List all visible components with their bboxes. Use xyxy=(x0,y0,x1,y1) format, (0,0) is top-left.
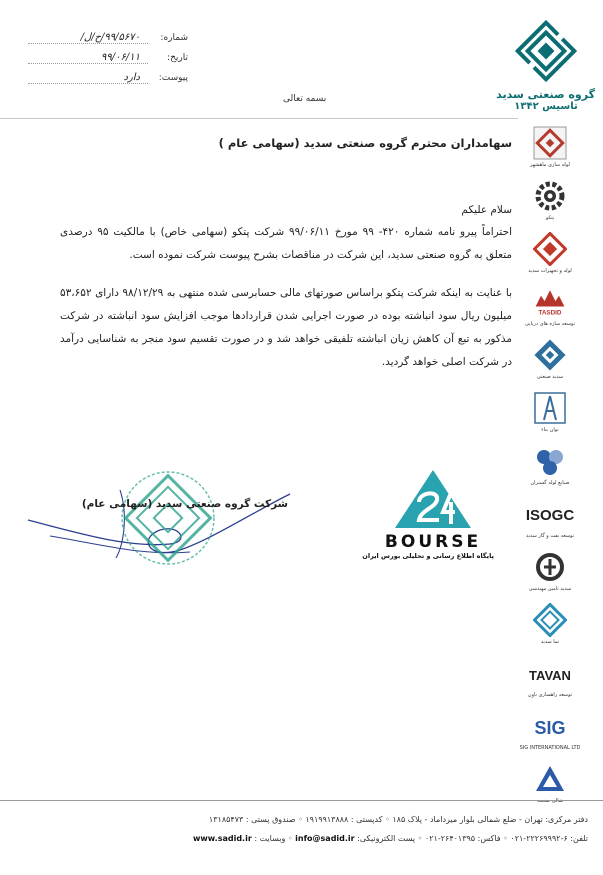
bourse-watermark xyxy=(362,468,494,560)
tower-logo-icon xyxy=(532,390,568,426)
footer-address: دفتر مرکزی: تهران - ضلع شمالی بلوار میرداماد - پلاک ۱۸۵ ◦ کدپستی : ۱۹۱۹۹۱۳۸۸۸ ◦ صندوق پستی : ۱۳۱۸۵۴۷۳ xyxy=(208,815,588,824)
triangle-logo-icon xyxy=(532,761,568,797)
subsidiary-item xyxy=(520,756,580,809)
diamond-logo-icon xyxy=(532,337,568,373)
subsidiary-item xyxy=(520,650,580,703)
square-logo-icon xyxy=(532,602,568,638)
subsidiary-name: لوله سازی ماهشهر xyxy=(530,161,570,168)
footer-website-label: ◦ وبسایت : xyxy=(254,834,293,843)
subsidiary-item xyxy=(520,385,580,438)
subsidiary-name xyxy=(537,798,563,805)
paragraph-2: با عنایت به اینکه شرکت پتکو براساس صورتهای مالی حسابرسی شده منتهی به ۹۸/۱۲/۲۹ دارای ۵۳،۶۵۲ میلیون ریال سود انباشته بوده در صورت اجرایی شدن قراردادها موجب افزایش سود انباشته در شرکت مذکور به تبع آن کاهش زیان انباشته تلفیقی خواهد شد و در صورت تقسیم سود منجر به شناسایی درآمد در شرکت اصلی خواهد گردید. xyxy=(60,287,512,368)
gear-logo-icon xyxy=(532,178,568,214)
svg-text:TASDID: TASDID xyxy=(538,309,562,317)
subsidiary-item xyxy=(520,544,580,597)
subsidiary-name: لوله و تجهیزات سدید xyxy=(528,267,572,274)
subsidiary-item xyxy=(520,438,580,491)
subsidiary-name: سدید تامین مهندسی xyxy=(528,585,572,592)
company-stamp xyxy=(118,468,218,568)
company-brand xyxy=(497,20,595,112)
subsidiary-item xyxy=(520,597,580,650)
subsidiaries-sidebar xyxy=(520,120,580,809)
letter-meta xyxy=(28,32,188,92)
diamond-logo-icon xyxy=(532,125,568,161)
subsidiary-name: پتکو xyxy=(545,214,555,221)
footer-phone: تلفن: ۶-۲۲۲۶۹۹۹۲-۰۲۱ ◦ فاکس: ۲۶۴۰۱۳۹۵-۰۲۱ ◦ پست الکترونیکی: xyxy=(357,834,588,843)
date-row xyxy=(28,52,188,72)
letter-body xyxy=(60,130,512,374)
bourse-subtitle: پایگاه اطلاع رسانی و تحلیلی بورس ایران xyxy=(362,552,494,560)
bourse-logo-icon xyxy=(393,468,473,530)
bourse-wordmark: BOURSE xyxy=(384,532,482,552)
subsidiary-item xyxy=(520,173,580,226)
subsidiary-name: صنایع لوله گستران xyxy=(530,479,570,486)
subsidiary-name: SIG INTERNATIONAL LTD xyxy=(519,744,581,751)
attachment-label: پیوست: xyxy=(158,73,188,83)
subsidiary-name: توسعه نفت و گاز سدید xyxy=(525,532,574,539)
subsidiary-item xyxy=(520,703,580,756)
subsidiary-item xyxy=(520,491,580,544)
subsidiary-item xyxy=(520,332,580,385)
header-divider xyxy=(0,118,518,119)
footer-contact xyxy=(10,829,588,848)
number-value: ۹۹/۵۶۷۰/ح/ل/ xyxy=(28,32,148,44)
tasdid-logo-icon xyxy=(532,284,568,320)
subsidiary-name: نما سدید xyxy=(540,638,560,645)
company-founded: تاسیس ۱۳۴۲ xyxy=(514,101,578,112)
attachment-value: دارد xyxy=(28,72,148,84)
subsidiary-name: سدید صنعتی xyxy=(536,373,564,380)
tavan-logo-icon xyxy=(523,655,577,691)
diamond-logo-icon xyxy=(532,231,568,267)
dots-logo-icon xyxy=(532,443,568,479)
subsidiary-item xyxy=(520,120,580,173)
subsidiary-name: توان بناء xyxy=(541,426,559,433)
bismillah: بسمه تعالی xyxy=(283,94,327,104)
company-name: گروه صنعتی سدید xyxy=(496,88,595,101)
subsidiary-name: توسعه راهسازی تاون xyxy=(527,691,573,698)
footer xyxy=(10,810,588,848)
footer-divider xyxy=(0,800,603,801)
sig-logo-icon xyxy=(523,708,577,744)
subsidiary-item xyxy=(520,226,580,279)
greeting: سلام علیکم xyxy=(461,204,512,216)
date-value: ۹۹/۰۶/۱۱ xyxy=(28,52,148,64)
isogc-logo-icon xyxy=(523,496,577,532)
subsidiary-name: توسعه سازه های دریایی xyxy=(525,320,575,327)
ring-logo-icon xyxy=(532,549,568,585)
number-row xyxy=(28,32,188,52)
attachment-row xyxy=(28,72,188,92)
sadid-logo-icon xyxy=(515,20,577,82)
date-label: تاریخ: xyxy=(167,53,188,63)
footer-website[interactable]: www.sadid.ir xyxy=(193,834,252,843)
paragraph-1: احتراماً پیرو نامه شماره ۴۲۰- ۹۹ مورخ ۹۹/۰۶/۱۱ شرکت پتکو (سهامی خاص) با مالکیت ۹۵ درصدی متعلق به گروه صنعتی سدید، این شرکت در مناقصات بشرح پیوست شرکت نموده است. xyxy=(60,226,512,261)
svg-text:ISOGC: ISOGC xyxy=(525,506,575,524)
number-label: شماره: xyxy=(160,33,188,43)
subsidiary-item xyxy=(520,279,580,332)
svg-text:TAVAN: TAVAN xyxy=(529,667,571,683)
footer-email[interactable]: info@sadid.ir xyxy=(295,834,355,843)
signature-line: شرکت گروه صنعتی سدید (سهامی عام) xyxy=(81,498,288,510)
svg-text:SIG: SIG xyxy=(534,717,566,738)
letter-title: سهامداران محترم گروه صنعتی سدید (سهامی عام ) xyxy=(218,136,512,150)
